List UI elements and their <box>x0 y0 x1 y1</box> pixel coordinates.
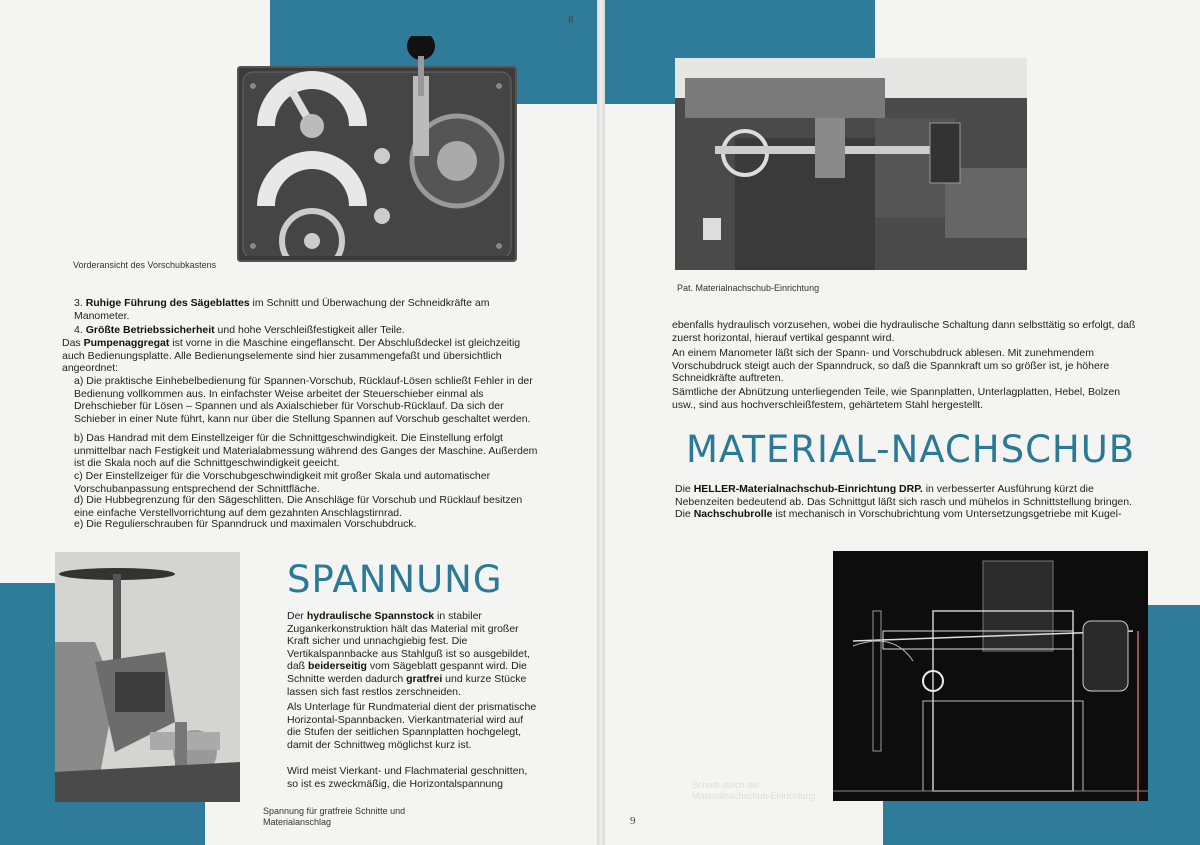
machine-illustration <box>675 58 1027 270</box>
page-number-right: 9 <box>630 815 636 827</box>
text-run: vom Sägeblatt gespannt wird. Die Schnitte werden dadurch <box>287 660 527 685</box>
text-bold: Nachschubrolle <box>693 508 773 521</box>
list-item <box>74 324 544 337</box>
text-run: Der <box>287 610 307 622</box>
text-run: ist vorne in die Maschine eingeflanscht. Der Abschlußdeckel ist gleichzeitig auch Bedienungsplatte. Alle Bedienungselemente sind hier zusammengefaßt und übersichtlich angeordnet: <box>62 337 521 375</box>
spannung-paragraph-2: Als Unterlage für Rundmaterial dient der prismatische Horizontal-Spannbacken. Vierkantmaterial wird auf die Stufen der seitlichen Spannplatten hochgelegt, damit der Schnittweg möglichst kurz ist. <box>287 701 537 751</box>
sub-item: a) Die praktische Einhebelbedienung für Spannen-Vorschub, Rücklauf-Lösen schließt Fehler in der Bedienung vollkommen aus. In einfachster Weise arbeitet der Steuerschieber einmal als Drehschieber für Lösen – Spannen und als Axialschieber für Vorschub-Rücklauf. Da sich der Schieber in einer Nute führt, kann nur über die Stellung Spannen auf Vorschub geschaltet werden. <box>74 375 533 425</box>
caption-cross-section: Schnitt durch die Materialnachschub-Einrichtung <box>692 780 816 801</box>
caption-machine: Pat. Materialnachschub-Einrichtung <box>677 283 820 293</box>
list-text: und hohe Verschleißfestigkeit aller Teile. <box>214 324 405 336</box>
spannung-paragraph-3: Wird meist Vierkant- und Flachmaterial geschnitten, so ist es zweckmäßig, die Horizontalspannung <box>287 765 528 790</box>
nachschub-paragraph <box>675 483 1145 521</box>
right-paragraph-3: Sämtliche der Abnützung unterliegenden Teile, wie Spannplatten, Unterlagplatten, Hebel, Bolzen usw., sind aus hochverschleißfestem, gehärtetem Stahl hergestellt. <box>672 386 1121 411</box>
text-run: in stabiler Zugankerkonstruktion hält das Material mit großer Kraft sicher und unnachgiebig fest. Die Vertikalspannbacke aus Stahlguß ist so ausgebildet, daß <box>287 610 530 673</box>
sub-item: e) Die Regulierschrauben für Spanndruck und maximalen Vorschubdruck. <box>74 518 417 530</box>
control-panel-illustration <box>237 36 517 256</box>
cross-section-drawing <box>833 551 1148 801</box>
list-bold: Größte Betriebssicherheit <box>85 324 215 336</box>
list-number: 4. <box>74 324 83 336</box>
control-panel-photo <box>237 66 517 262</box>
list-bold: Ruhige Führung des Sägeblattes <box>85 297 250 309</box>
machine-photo <box>675 58 1027 270</box>
text-bold: beiderseitig <box>308 660 367 673</box>
text-run: in verbesserter Ausführung kürzt die Nebenzeiten bedeutend ab. Das Schnittgut läßt sich rasch und mühelos in Schnittstellung bringen. <box>675 483 1133 508</box>
spannung-paragraph <box>287 610 539 698</box>
vice-photo <box>55 552 240 802</box>
text-run: Die <box>675 508 694 521</box>
sub-item: c) Der Einstellzeiger für die Vorschubgeschwindigkeit mit großer Skala und automatischer Vorschubanpassung entsprechend der Schnittfläche. <box>74 470 491 495</box>
vice-illustration <box>55 552 240 802</box>
list-number: 3. <box>74 297 83 309</box>
text-bold: gratfrei <box>406 672 443 685</box>
right-paragraph-1: ebenfalls hydraulisch vorzusehen, wobei die hydraulische Schaltung dann selbsttätig so erfolgt, daß zuerst horizontal, hierauf vertikal gespannt wird. <box>672 319 1136 344</box>
list-text: im Schnitt und Überwachung der Schneidkräfte am Manometer. <box>74 297 490 322</box>
sub-item: d) Die Hubbegrenzung für den Sägeschlitten. Die Anschläge für Vorschub und Rücklauf besitzen eine einfache Verstellvorrichtung auf dem gezahnten Anschlagstirnrad. <box>74 494 523 519</box>
heading-material-nachschub: MATERIAL-NACHSCHUB <box>686 428 1136 471</box>
text-bold: HELLER-Materialnachschub-Einrichtung DRP. <box>693 483 923 495</box>
text-run: Die <box>675 483 694 495</box>
book-spine <box>597 0 605 845</box>
right-paragraph-2: An einem Manometer läßt sich der Spann- und Vorschubdruck ablesen. Mit zunehmendem Vorschubdruck steigt auch der Spanndruck, so daß die Spannkraft um so größer ist, je höhere Schneidkräfte auftreten. <box>672 347 1110 385</box>
heading-spannung: SPANNUNG <box>287 558 503 601</box>
text-run: und kurze Stücke lassen sich fast restlos zerschneiden. <box>287 672 527 698</box>
list-item <box>74 297 544 322</box>
text-run: ist mechanisch in Vorschubrichtung vom Untersetzungsgetriebe mit Kugel- <box>772 508 1122 521</box>
sub-item: b) Das Handrad mit dem Einstellzeiger für die Schnittgeschwindigkeit. Die Einstellung erfolgt unmittelbar nach Festigkeit und Materialabmessung während des Ganges der Maschine. Außerdem ist die Skala noch auf die Schnittgeschwindigkeit geeicht. <box>74 432 538 470</box>
cross-section-illustration <box>833 551 1148 801</box>
text-run: Das <box>62 337 84 349</box>
page-number-left: 8 <box>568 14 574 26</box>
text-bold: Pumpenaggregat <box>83 337 170 349</box>
caption-vice: Spannung für gratfreie Schnitte und Materialanschlag <box>263 806 406 827</box>
text-bold: hydraulische Spannstock <box>306 610 435 622</box>
pump-paragraph <box>62 337 542 375</box>
caption-control-panel: Vorderansicht des Vorschubkastens <box>73 260 217 270</box>
